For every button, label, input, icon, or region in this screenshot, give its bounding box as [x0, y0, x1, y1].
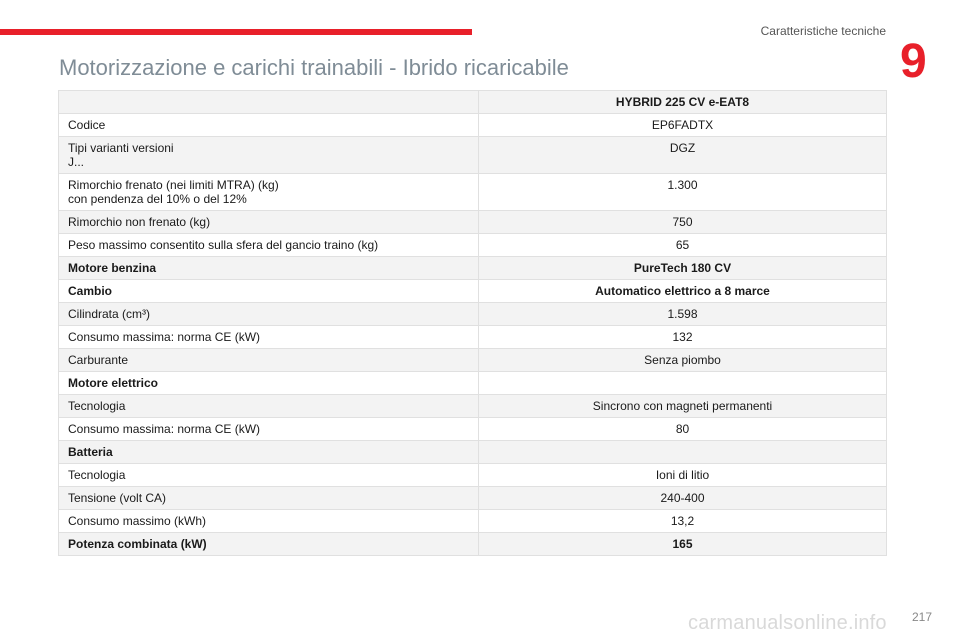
row-label: Consumo massima: norma CE (kW) — [59, 326, 479, 349]
spec-table — [58, 90, 887, 556]
row-value: Senza piombo — [479, 349, 887, 372]
table-row — [59, 464, 887, 487]
table-row — [59, 257, 887, 280]
table-row — [59, 137, 887, 174]
row-value: 65 — [479, 234, 887, 257]
row-label: Codice — [59, 114, 479, 137]
row-label: Rimorchio frenato (nei limiti MTRA) (kg) con pendenza del 10% o del 12% — [59, 174, 479, 211]
row-value: PureTech 180 CV — [479, 257, 887, 280]
table-header-empty — [59, 91, 479, 114]
row-label: Tensione (volt CA) — [59, 487, 479, 510]
row-value: 240-400 — [479, 487, 887, 510]
table-row — [59, 533, 887, 556]
row-value: 1.598 — [479, 303, 887, 326]
table-row — [59, 395, 887, 418]
row-value: Ioni di litio — [479, 464, 887, 487]
table-row — [59, 349, 887, 372]
row-value: EP6FADTX — [479, 114, 887, 137]
table-header-row — [59, 91, 887, 114]
chapter-number: 9 — [900, 35, 927, 88]
row-value: 80 — [479, 418, 887, 441]
red-accent-bar — [0, 29, 472, 35]
table-row — [59, 280, 887, 303]
row-label: Tecnologia — [59, 395, 479, 418]
row-label: Cambio — [59, 280, 479, 303]
table-row — [59, 114, 887, 137]
table-row — [59, 441, 887, 464]
row-value: 750 — [479, 211, 887, 234]
row-label: Consumo massima: norma CE (kW) — [59, 418, 479, 441]
row-value: Sincrono con magneti permanenti — [479, 395, 887, 418]
row-label: Tipi varianti versioni J... — [59, 137, 479, 174]
row-label: Motore elettrico — [59, 372, 479, 395]
row-value: DGZ — [479, 137, 887, 174]
table-row — [59, 418, 887, 441]
row-label: Motore benzina — [59, 257, 479, 280]
watermark: carmanualsonline.info — [688, 612, 887, 634]
page-number: 217 — [911, 610, 932, 624]
row-label: Carburante — [59, 349, 479, 372]
table-row — [59, 510, 887, 533]
table-row — [59, 372, 887, 395]
row-value: 165 — [479, 533, 887, 556]
row-value: Automatico elettrico a 8 marce — [479, 280, 887, 303]
row-label: Peso massimo consentito sulla sfera del gancio traino (kg) — [59, 234, 479, 257]
page-title: Motorizzazione e carichi trainabili - Ibrido ricaricabile — [59, 55, 569, 80]
row-label: Rimorchio non frenato (kg) — [59, 211, 479, 234]
table-row — [59, 303, 887, 326]
row-label: Batteria — [59, 441, 479, 464]
table-row — [59, 174, 887, 211]
row-label: Cilindrata (cm³) — [59, 303, 479, 326]
table-column-header: HYBRID 225 CV e-EAT8 — [479, 91, 887, 114]
table-row — [59, 326, 887, 349]
row-value: 13,2 — [479, 510, 887, 533]
table-row — [59, 211, 887, 234]
row-value — [479, 372, 887, 395]
row-value — [479, 441, 887, 464]
row-value: 1.300 — [479, 174, 887, 211]
row-label: Tecnologia — [59, 464, 479, 487]
row-label: Consumo massimo (kWh) — [59, 510, 479, 533]
section-title: Caratteristiche tecniche — [760, 24, 886, 38]
row-label: Potenza combinata (kW) — [59, 533, 479, 556]
row-value: 132 — [479, 326, 887, 349]
table-row — [59, 234, 887, 257]
table-row — [59, 487, 887, 510]
